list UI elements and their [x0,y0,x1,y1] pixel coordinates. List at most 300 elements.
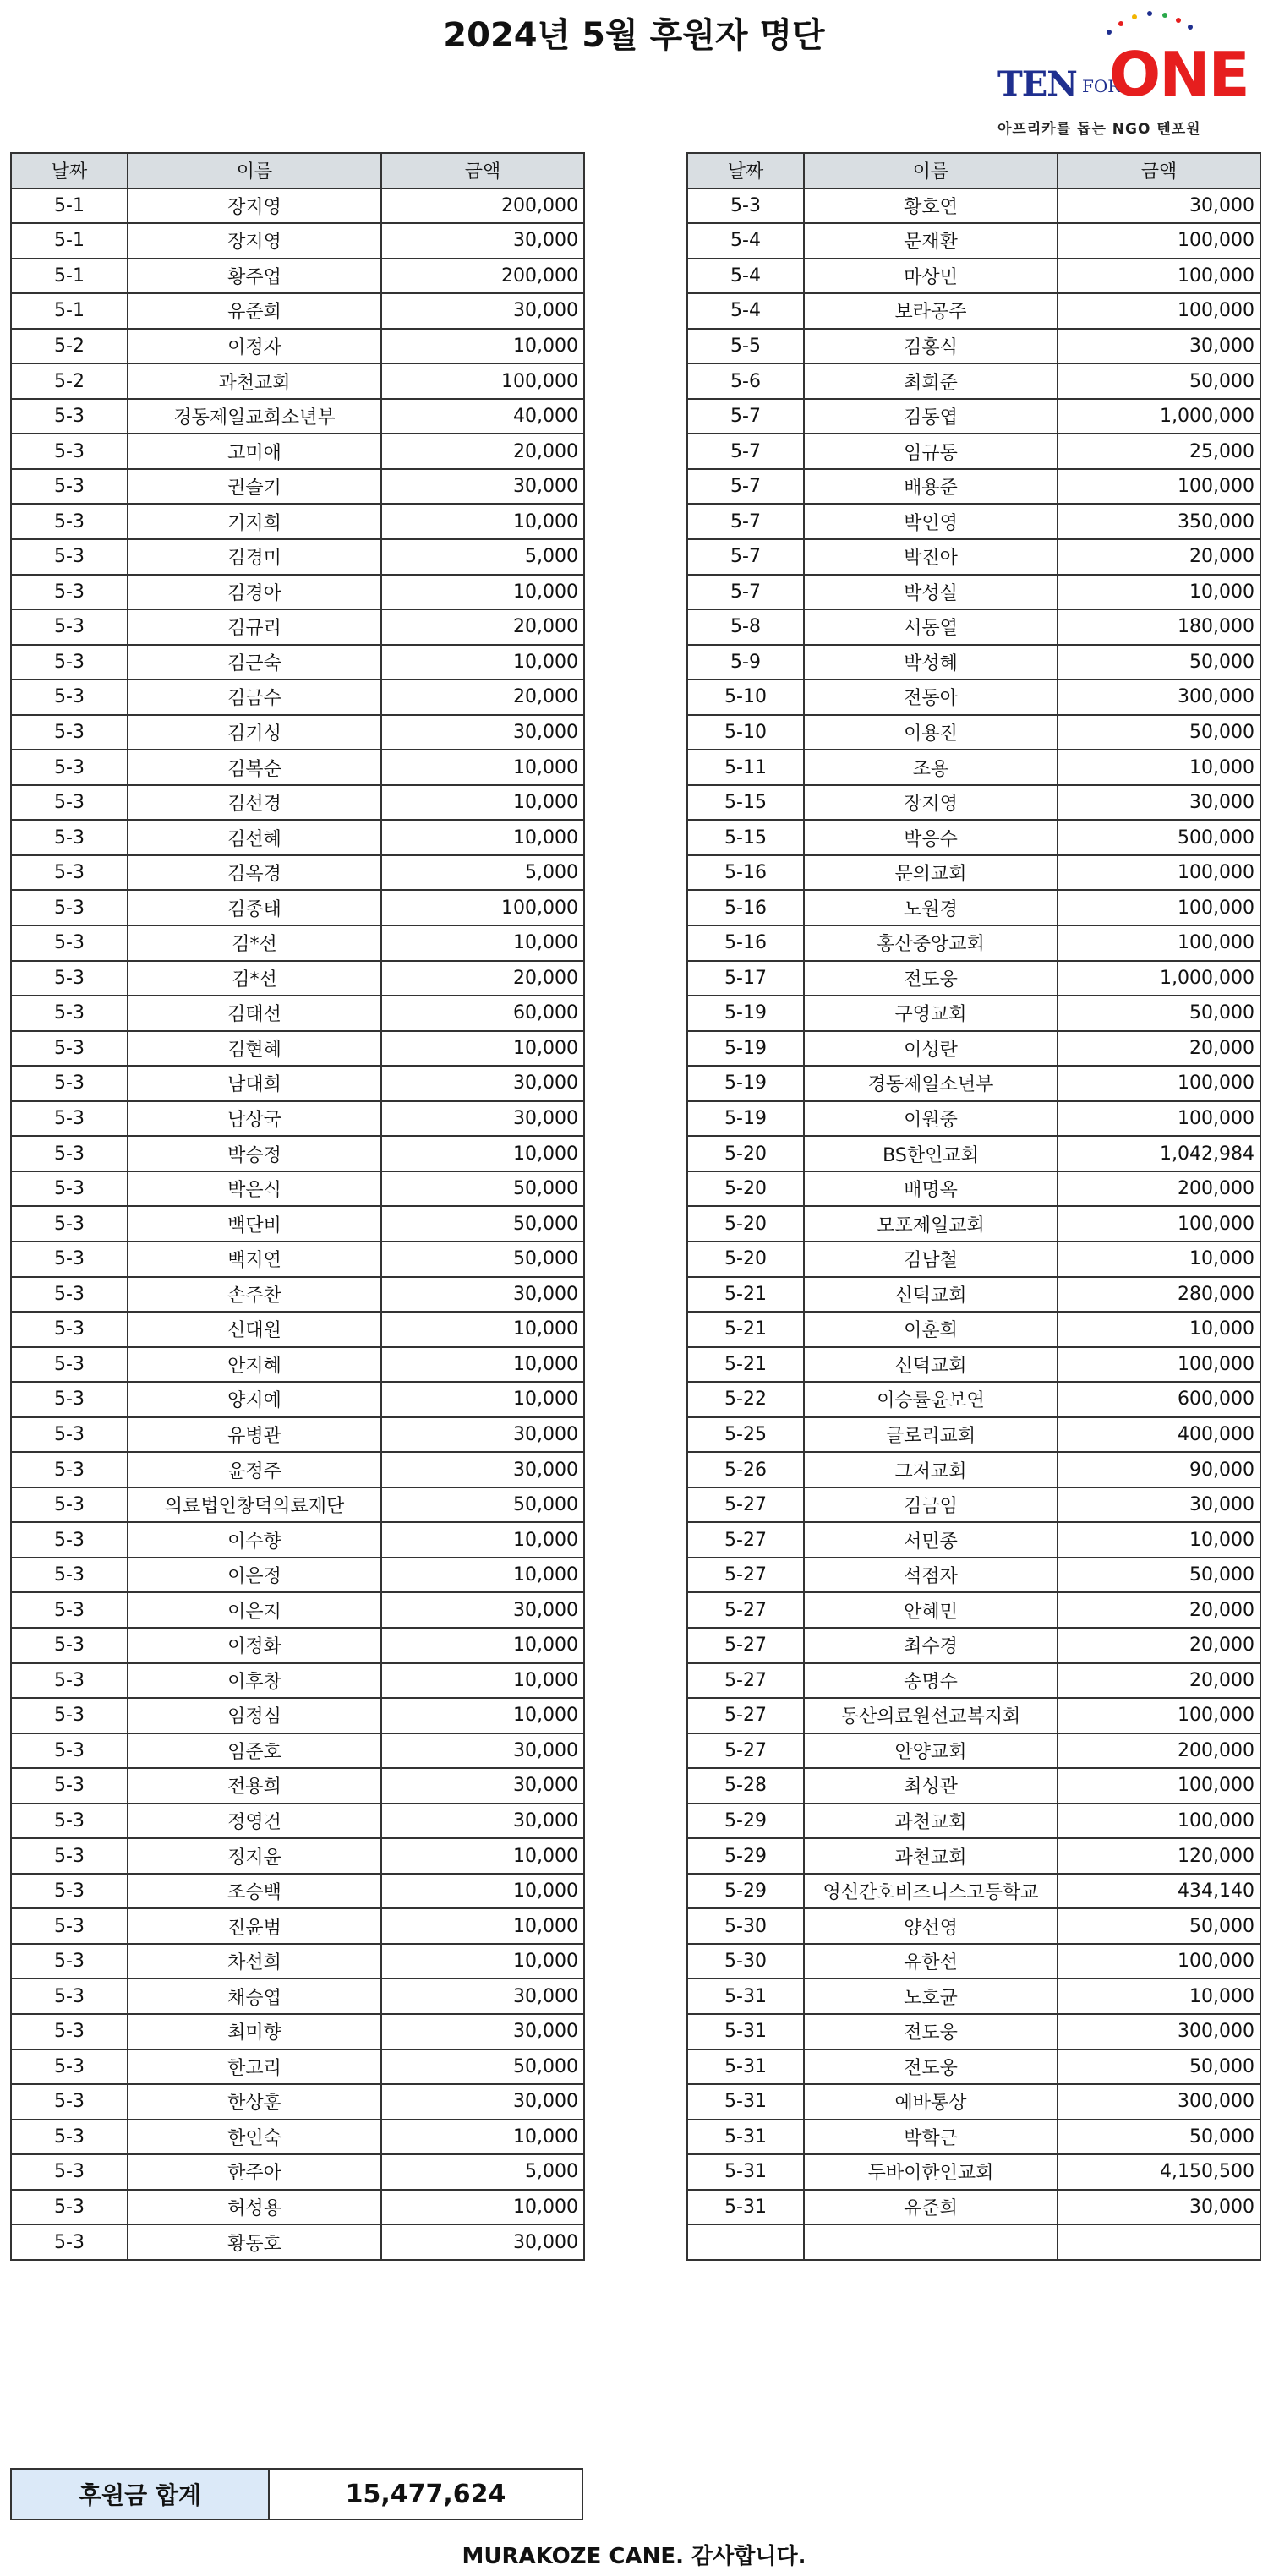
table-row [687,259,1260,294]
table-row [687,1558,1260,1593]
cell-date: 5-3 [11,820,128,855]
cell-date: 5-20 [687,1171,804,1207]
cell-amount: 10,000 [381,2120,584,2155]
cell-amount: 10,000 [381,785,584,821]
cell-date: 5-2 [11,329,128,364]
table-row [11,2049,584,2085]
cell-date: 5-3 [11,1874,128,1909]
cell-amount: 10,000 [1058,1242,1260,1277]
cell-name: 의료법인창덕의료재단 [128,1487,381,1523]
cell-name: 진윤범 [128,1908,381,1944]
cell-amount: 280,000 [1058,1277,1260,1313]
cell-date: 5-3 [11,996,128,1031]
cell-name: 백지연 [128,1242,381,1277]
ten-for-one-logo [991,5,1260,140]
cell-date: 5-3 [11,1804,128,1839]
cell-date: 5-20 [687,1206,804,1242]
table-row [11,363,584,399]
table-row [687,961,1260,996]
cell-name: 유한선 [804,1944,1058,1979]
cell-amount: 100,000 [1058,1066,1260,1101]
table-row [687,539,1260,575]
cell-amount: 10,000 [381,1031,584,1067]
donor-table-right [686,152,1261,2261]
cell-amount: 20,000 [381,961,584,996]
cell-amount: 400,000 [1058,1417,1260,1453]
cell-amount: 30,000 [381,2084,584,2120]
cell-name: 전도웅 [804,2014,1058,2049]
cell-name: 한고리 [128,2049,381,2085]
table-row [11,996,584,1031]
table-header-row [687,153,1260,188]
cell-name: 한주아 [128,2154,381,2190]
cell-date: 5-26 [687,1452,804,1487]
table-row [11,1417,584,1453]
donor-table-left [10,152,585,2261]
cell-amount: 20,000 [1058,1592,1260,1628]
cell-date: 5-27 [687,1522,804,1558]
cell-amount: 10,000 [381,1874,584,1909]
cell-amount: 100,000 [1058,1944,1260,1979]
cell-name: 유준희 [128,293,381,329]
table-row [687,890,1260,925]
cell-date: 5-4 [687,259,804,294]
table-row [11,1136,584,1171]
table-row [11,1663,584,1699]
cell-amount: 10,000 [381,1136,584,1171]
cell-date: 5-22 [687,1382,804,1417]
table-row [687,1698,1260,1733]
cell-name: 허성용 [128,2190,381,2225]
cell-amount: 10,000 [381,645,584,680]
cell-date: 5-7 [687,434,804,469]
cell-date: 5-3 [11,575,128,610]
table-row [11,259,584,294]
cell-amount: 20,000 [1058,1663,1260,1699]
table-row [687,1347,1260,1383]
cell-name: 황동호 [128,2224,381,2260]
cell-date: 5-20 [687,1242,804,1277]
cell-amount: 50,000 [381,1171,584,1207]
cell-date: 5-5 [687,329,804,364]
cell-date: 5-3 [11,469,128,505]
table-row [11,715,584,750]
table-row [11,223,584,259]
table-row [11,1242,584,1277]
cell-name: 한상훈 [128,2084,381,2120]
cell-amount: 100,000 [1058,1101,1260,1137]
cell-amount: 5,000 [381,539,584,575]
table-row [11,890,584,925]
table-row [11,855,584,891]
cell-amount: 20,000 [381,434,584,469]
cell-name: 노원경 [804,890,1058,925]
cell-name: 과천교회 [804,1838,1058,1874]
cell-amount: 10,000 [381,575,584,610]
cell-amount: 20,000 [1058,1628,1260,1663]
cell-date: 5-1 [11,188,128,224]
table-row [11,1487,584,1523]
cell-name: 양선영 [804,1908,1058,1944]
cell-date: 5-3 [11,1101,128,1137]
table-header-row [11,153,584,188]
cell-amount: 350,000 [1058,504,1260,539]
cell-date: 5-3 [11,2120,128,2155]
cell-name: 유준희 [804,2190,1058,2225]
table-row [687,2190,1260,2225]
cell-name: 배명옥 [804,1171,1058,1207]
cell-date: 5-16 [687,890,804,925]
cell-name: 김경미 [128,539,381,575]
table-row [687,2049,1260,2085]
table-row [687,293,1260,329]
cell-date: 5-1 [11,259,128,294]
cell-name: 김태선 [128,996,381,1031]
cell-name: 문재환 [804,223,1058,259]
cell-name: 박은식 [128,1171,381,1207]
cell-name: 최수경 [804,1628,1058,1663]
cell-amount: 30,000 [1058,785,1260,821]
cell-amount: 90,000 [1058,1452,1260,1487]
cell-date: 5-27 [687,1628,804,1663]
table-row [687,504,1260,539]
cell-name: 기지희 [128,504,381,539]
cell-amount: 100,000 [1058,890,1260,925]
cell-date: 5-29 [687,1874,804,1909]
cell-name: 박승정 [128,1136,381,1171]
table-row [11,539,584,575]
cell-amount: 50,000 [1058,2120,1260,2155]
cell-name: 최성관 [804,1768,1058,1804]
cell-amount: 10,000 [381,750,584,785]
cell-date: 5-3 [11,1171,128,1207]
cell-date: 5-30 [687,1944,804,1979]
cell-name: 이후창 [128,1663,381,1699]
cell-date [687,2224,804,2260]
cell-amount: 40,000 [381,399,584,434]
cell-name: 전도웅 [804,2049,1058,2085]
cell-name: 손주찬 [128,1277,381,1313]
cell-date: 5-3 [11,1347,128,1383]
cell-date: 5-31 [687,2190,804,2225]
cell-name: 안양교회 [804,1733,1058,1769]
table-row [687,329,1260,364]
table-row [687,1487,1260,1523]
cell-date: 5-21 [687,1347,804,1383]
table-row [687,188,1260,224]
table-row [11,1733,584,1769]
cell-name: 마상민 [804,259,1058,294]
cell-amount: 200,000 [1058,1733,1260,1769]
cell-name: 김홍식 [804,329,1058,364]
table-row [11,1277,584,1313]
cell-amount: 100,000 [1058,855,1260,891]
cell-amount: 100,000 [1058,223,1260,259]
cell-name: 박응수 [804,820,1058,855]
cell-name: 이원중 [804,1101,1058,1137]
cell-date: 5-3 [11,1908,128,1944]
cell-name: 전도웅 [804,961,1058,996]
cell-date: 5-25 [687,1417,804,1453]
cell-date: 5-4 [687,293,804,329]
table-row [11,504,584,539]
cell-amount: 10,000 [381,820,584,855]
cell-amount: 60,000 [381,996,584,1031]
table-row [11,609,584,645]
cell-name: 노호균 [804,1978,1058,2014]
cell-name: 김기성 [128,715,381,750]
cell-name: 황호연 [804,188,1058,224]
cell-name: 그저교회 [804,1452,1058,1487]
cell-name: 박인영 [804,504,1058,539]
cell-date: 5-3 [11,1382,128,1417]
cell-amount: 30,000 [381,1101,584,1137]
cell-amount: 1,042,984 [1058,1136,1260,1171]
cell-amount: 20,000 [381,609,584,645]
cell-date: 5-9 [687,645,804,680]
cell-name: 구영교회 [804,996,1058,1031]
table-row [687,1031,1260,1067]
cell-name: 이성란 [804,1031,1058,1067]
cell-name: 김현혜 [128,1031,381,1067]
table-row [11,1838,584,1874]
logo-one-text: ONE [1109,39,1249,110]
table-row [11,1101,584,1137]
cell-amount: 50,000 [381,1242,584,1277]
cell-name: 김복순 [128,750,381,785]
cell-date: 5-19 [687,1101,804,1137]
cell-date: 5-3 [11,539,128,575]
cell-date: 5-3 [11,609,128,645]
cell-name: 조용 [804,750,1058,785]
table-row [687,1978,1260,2014]
cell-amount: 100,000 [1058,259,1260,294]
cell-amount: 100,000 [1058,1804,1260,1839]
cell-amount: 30,000 [381,223,584,259]
table-row [11,820,584,855]
table-row [687,820,1260,855]
cell-amount: 50,000 [381,1206,584,1242]
cell-name: 김경아 [128,575,381,610]
cell-amount: 50,000 [1058,715,1260,750]
cell-name: 박성혜 [804,645,1058,680]
table-row [687,575,1260,610]
cell-amount: 30,000 [381,1417,584,1453]
cell-name: 정영건 [128,1804,381,1839]
cell-name: 글로리교회 [804,1417,1058,1453]
cell-name: 이용진 [804,715,1058,750]
cell-amount: 50,000 [1058,1558,1260,1593]
table-row [11,293,584,329]
cell-amount: 300,000 [1058,2084,1260,2120]
cell-amount: 50,000 [1058,2049,1260,2085]
cell-amount: 1,000,000 [1058,961,1260,996]
cell-amount: 1,000,000 [1058,399,1260,434]
cell-name: 과천교회 [128,363,381,399]
header-amount: 금액 [381,153,584,188]
cell-name: 이정화 [128,1628,381,1663]
cell-date: 5-4 [687,223,804,259]
cell-date: 5-3 [687,188,804,224]
table-row [11,1908,584,1944]
table-row [11,2120,584,2155]
cell-name: 보라공주 [804,293,1058,329]
cell-name: 안지혜 [128,1347,381,1383]
cell-amount: 20,000 [1058,539,1260,575]
cell-amount: 300,000 [1058,2014,1260,2049]
cell-date: 5-3 [11,1066,128,1101]
cell-name: 이승률윤보연 [804,1382,1058,1417]
cell-amount: 50,000 [1058,1908,1260,1944]
header-date: 날짜 [687,153,804,188]
table-row [687,1452,1260,1487]
cell-amount: 434,140 [1058,1874,1260,1909]
cell-name: 안혜민 [804,1592,1058,1628]
cell-date: 5-31 [687,2084,804,2120]
table-row [11,1312,584,1347]
cell-name: 이수향 [128,1522,381,1558]
cell-name: 김선혜 [128,820,381,855]
cell-name: 남대희 [128,1066,381,1101]
logo-ten-text: TEN [997,64,1077,104]
table-row [687,469,1260,505]
cell-amount: 100,000 [1058,1347,1260,1383]
cell-name: 경동제일교회소년부 [128,399,381,434]
table-row [11,785,584,821]
table-row [687,679,1260,715]
cell-name: 홍산중앙교회 [804,925,1058,961]
table-row [11,2084,584,2120]
cell-date: 5-3 [11,1592,128,1628]
cell-name: 양지예 [128,1382,381,1417]
cell-amount: 100,000 [1058,469,1260,505]
cell-date: 5-19 [687,1066,804,1101]
cell-name: 문의교회 [804,855,1058,891]
total-label: 후원금 합계 [12,2470,270,2519]
total-box [10,2468,583,2520]
cell-amount: 100,000 [381,890,584,925]
table-row [11,1382,584,1417]
cell-date: 5-21 [687,1277,804,1313]
cell-date: 5-31 [687,2014,804,2049]
cell-amount: 600,000 [1058,1382,1260,1417]
cell-amount: 10,000 [381,1908,584,1944]
cell-amount: 10,000 [381,1522,584,1558]
cell-amount: 50,000 [1058,363,1260,399]
table-row [687,1838,1260,1874]
table-row [11,2154,584,2190]
cell-date: 5-2 [11,363,128,399]
cell-amount: 30,000 [381,1978,584,2014]
table-row [687,1206,1260,1242]
cell-date: 5-29 [687,1838,804,1874]
cell-amount: 10,000 [381,329,584,364]
cell-name: 동산의료원선교복지회 [804,1698,1058,1733]
cell-date: 5-27 [687,1698,804,1733]
table-row [687,1312,1260,1347]
table-row [687,1522,1260,1558]
cell-name: 임준호 [128,1733,381,1769]
cell-date: 5-30 [687,1908,804,1944]
cell-amount: 30,000 [381,1066,584,1101]
cell-name: 장지영 [804,785,1058,821]
cell-date: 5-3 [11,961,128,996]
cell-date: 5-3 [11,890,128,925]
cell-amount: 30,000 [381,2224,584,2260]
cell-date: 5-3 [11,1733,128,1769]
cell-name [804,2224,1058,2260]
cell-amount: 200,000 [1058,1171,1260,1207]
cell-name: 과천교회 [804,1804,1058,1839]
table-row [11,1206,584,1242]
cell-amount: 100,000 [381,363,584,399]
cell-amount: 200,000 [381,259,584,294]
cell-name: 김남철 [804,1242,1058,1277]
cell-name: 윤정주 [128,1452,381,1487]
cell-name: 김선경 [128,785,381,821]
cell-date: 5-3 [11,1628,128,1663]
cell-date: 5-3 [11,1768,128,1804]
table-row [11,2190,584,2225]
table-row [687,1944,1260,1979]
cell-name: 예바통상 [804,2084,1058,2120]
cell-date: 5-1 [11,223,128,259]
cell-amount: 5,000 [381,855,584,891]
cell-name: 남상국 [128,1101,381,1137]
cell-name: 한인숙 [128,2120,381,2155]
cell-date: 5-1 [11,293,128,329]
cell-name: 김금수 [128,679,381,715]
cell-date: 5-3 [11,1277,128,1313]
cell-date: 5-27 [687,1558,804,1593]
cell-name: 박진아 [804,539,1058,575]
cell-date: 5-3 [11,1487,128,1523]
table-row [11,1978,584,2014]
cell-amount: 25,000 [1058,434,1260,469]
table-row [687,996,1260,1031]
cell-amount: 10,000 [381,1558,584,1593]
cell-name: 김*선 [128,961,381,996]
cell-name: 전용희 [128,1768,381,1804]
table-row [687,1101,1260,1137]
cell-amount: 100,000 [1058,1768,1260,1804]
table-row [11,2224,584,2260]
cell-date: 5-31 [687,2049,804,2085]
cell-name: 백단비 [128,1206,381,1242]
cell-name: 신덕교회 [804,1347,1058,1383]
cell-amount: 50,000 [1058,645,1260,680]
table-row [687,1171,1260,1207]
cell-name: 고미애 [128,434,381,469]
cell-date: 5-3 [11,1312,128,1347]
table-row [687,399,1260,434]
cell-date: 5-7 [687,504,804,539]
header-amount: 금액 [1058,153,1260,188]
table-row [11,1804,584,1839]
cell-name: 이은정 [128,1558,381,1593]
cell-amount: 50,000 [381,1487,584,1523]
cell-name: 임규동 [804,434,1058,469]
cell-date: 5-3 [11,1663,128,1699]
logo-subtitle: 아프리카를 돕는 NGO 텐포원 [997,121,1201,138]
cell-date: 5-3 [11,1522,128,1558]
cell-date: 5-3 [11,2154,128,2190]
table-row [11,1558,584,1593]
table-row [687,1242,1260,1277]
cell-name: 모포제일교회 [804,1206,1058,1242]
table-row [687,2120,1260,2155]
cell-date: 5-3 [11,2224,128,2260]
